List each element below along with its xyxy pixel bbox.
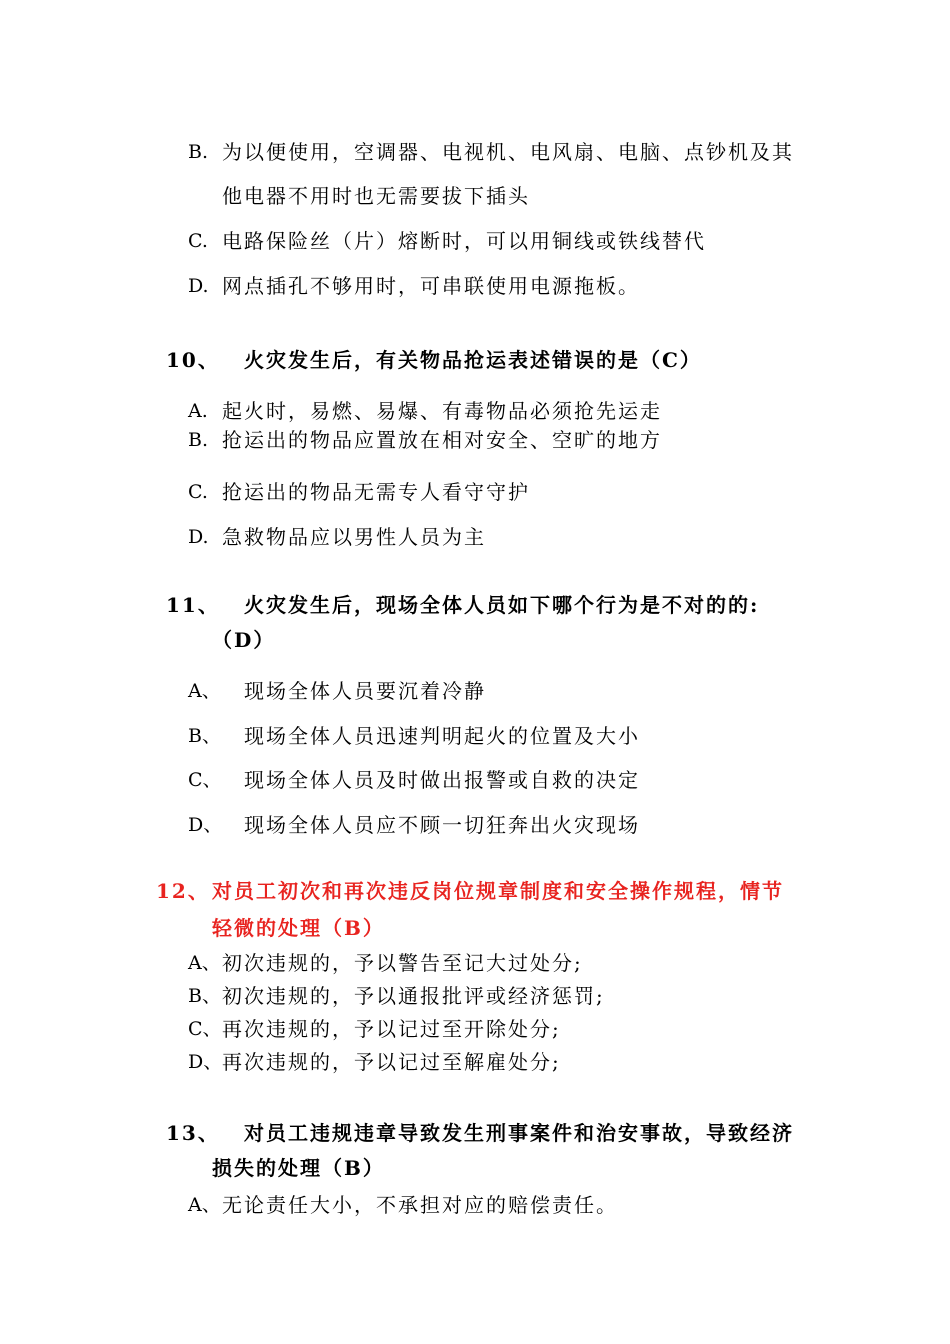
q10-option-a-text: 起火时，易燃、易爆、有毒物品必须抢先运走 — [222, 399, 662, 423]
q10-option-b-label: B. — [188, 429, 209, 451]
q12-option-b-label: B、 — [188, 985, 221, 1007]
q11-option-c-label: C、 — [188, 769, 222, 791]
q12-option-c-label: C、 — [188, 1018, 222, 1040]
q11-option-d-label: D、 — [188, 814, 223, 836]
q9-option-b-text-line2: 他电器不用时也无需要拔下插头 — [222, 184, 530, 208]
q13-question-line2: 损失的处理（B） — [212, 1156, 385, 1180]
q9-option-c-label: C. — [188, 230, 208, 252]
q11-option-c-text: 现场全体人员及时做出报警或自救的决定 — [244, 768, 640, 792]
q11-option-a-text: 现场全体人员要沉着冷静 — [244, 679, 486, 703]
q9-option-b-label: B. — [188, 141, 209, 163]
q11-question-line2: （D） — [212, 628, 276, 652]
q13-number: 13、 — [166, 1121, 220, 1145]
q10-option-c-label: C. — [188, 481, 208, 503]
q11-option-b-label: B、 — [188, 725, 221, 747]
q13-option-a-label: A、 — [188, 1194, 221, 1216]
q10-option-a-label: A. — [188, 400, 208, 422]
q12-question-line1: 对员工初次和再次违反岗位规章制度和安全操作规程，情节 — [212, 879, 784, 903]
q12-option-a-label: A、 — [188, 952, 221, 974]
q12-option-d-text: 再次违规的，予以记过至解雇处分; — [222, 1050, 561, 1074]
q10-question: 火灾发生后，有关物品抢运表述错误的是（C） — [244, 348, 702, 372]
q9-option-d-label: D. — [188, 275, 209, 297]
q13-question-line1: 对员工违规违章导致发生刑事案件和治安事故，导致经济 — [244, 1121, 794, 1145]
q12-question-line2: 轻微的处理（B） — [212, 916, 385, 940]
q11-number: 11、 — [166, 593, 220, 617]
q12-option-c-text: 再次违规的，予以记过至开除处分; — [222, 1017, 561, 1041]
q10-number: 10、 — [166, 348, 220, 372]
q12-option-a-text: 初次违规的，予以警告至记大过处分; — [222, 951, 583, 975]
q9-option-b-text-line1: 为以便使用，空调器、电视机、电风扇、电脑、点钞机及其 — [222, 140, 794, 164]
q10-option-d-text: 急救物品应以男性人员为主 — [222, 525, 486, 549]
q13-option-a-text: 无论责任大小，不承担对应的赔偿责任。 — [222, 1193, 618, 1217]
q10-option-d-label: D. — [188, 526, 209, 548]
q11-option-d-text: 现场全体人员应不顾一切狂奔出火灾现场 — [244, 813, 640, 837]
q12-number: 12、 — [156, 879, 210, 903]
q11-option-b-text: 现场全体人员迅速判明起火的位置及大小 — [244, 724, 640, 748]
q9-option-d-text: 网点插孔不够用时，可串联使用电源拖板。 — [222, 274, 640, 298]
q10-option-c-text: 抢运出的物品无需专人看守守护 — [222, 480, 530, 504]
q12-option-d-label: D、 — [188, 1051, 223, 1073]
q11-option-a-label: A、 — [188, 680, 221, 702]
q9-option-c-text: 电路保险丝（片）熔断时，可以用铜线或铁线替代 — [222, 229, 706, 253]
q11-question-line1: 火灾发生后，现场全体人员如下哪个行为是不对的的: — [244, 593, 760, 617]
q12-option-b-text: 初次违规的，予以通报批评或经济惩罚; — [222, 984, 605, 1008]
q10-option-b-text: 抢运出的物品应置放在相对安全、空旷的地方 — [222, 428, 662, 452]
